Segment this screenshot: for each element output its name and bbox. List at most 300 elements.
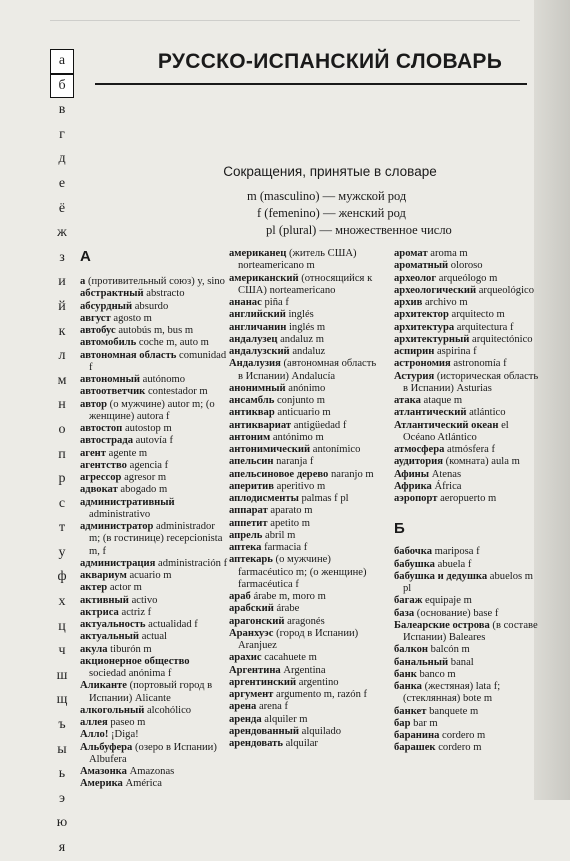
entry-translation: Amazonas bbox=[126, 766, 175, 777]
entry-headword: аргумент bbox=[229, 689, 274, 700]
entry-translation: paseo m bbox=[107, 717, 146, 728]
entry-translation: arqueológico bbox=[476, 284, 535, 296]
dictionary-entry bbox=[229, 383, 377, 395]
dictionary-entry bbox=[229, 628, 377, 653]
dictionary-entry bbox=[394, 420, 542, 445]
entry-headword: аппетит bbox=[229, 517, 268, 529]
dictionary-entry bbox=[229, 481, 377, 493]
alphabet-letter-10: й bbox=[58, 298, 66, 314]
entry-headword: аргентинский bbox=[229, 676, 297, 688]
entry-translation: farmacia f bbox=[261, 542, 308, 553]
dictionary-entry bbox=[229, 334, 377, 346]
entry-translation: naranjo m bbox=[328, 468, 374, 480]
entry-translation: autovía f bbox=[133, 435, 174, 447]
entry-headword: агент bbox=[80, 447, 106, 459]
entry-headword: Африка bbox=[394, 480, 432, 492]
dictionary-entry bbox=[394, 456, 542, 468]
entry-headword: акционерное общество bbox=[80, 655, 190, 667]
entry-headword: архив bbox=[394, 297, 423, 308]
dictionary-entry bbox=[394, 595, 542, 607]
entry-translation: arqueólogo m bbox=[436, 272, 498, 284]
alphabet-letter-31: ю bbox=[56, 815, 68, 831]
entry-translation: administrador m; (в гостинице) recepcionista m, f bbox=[89, 521, 223, 557]
dictionary-entry bbox=[229, 420, 377, 432]
dictionary-entry bbox=[80, 570, 228, 582]
page-title: РУССКО-ИСПАНСКИЙ СЛОВАРЬ bbox=[157, 50, 503, 73]
entry-translation: andaluz bbox=[289, 346, 326, 357]
dictionary-entry bbox=[80, 729, 228, 741]
dictionary-entry bbox=[229, 554, 377, 591]
dictionary-entry bbox=[229, 518, 377, 530]
top-rule bbox=[50, 10, 520, 21]
entry-translation: aperitivo m bbox=[274, 480, 326, 492]
dictionary-entry bbox=[80, 276, 228, 288]
dictionary-entry bbox=[229, 248, 377, 273]
entry-translation: coche m, auto m bbox=[136, 337, 209, 349]
entry-headword: автор bbox=[80, 398, 108, 410]
entry-translation: aspirina f bbox=[434, 346, 477, 357]
entry-translation: atmósfera f bbox=[444, 444, 495, 455]
entry-translation: alquilado bbox=[299, 725, 342, 737]
entry-translation: ¡Diga! bbox=[108, 729, 139, 741]
entry-headword: автоответчик bbox=[80, 386, 146, 398]
entry-translation: (противительный союз) y, sino bbox=[85, 276, 225, 287]
dictionary-entry bbox=[394, 669, 542, 681]
entry-translation: administrativo bbox=[89, 508, 151, 520]
dictionary-entry bbox=[229, 542, 377, 554]
dictionary-entry bbox=[80, 558, 228, 570]
entry-headword: апрель bbox=[229, 529, 263, 541]
entry-translation: antonímico bbox=[310, 444, 361, 455]
dictionary-entry bbox=[229, 309, 377, 321]
entry-headword: банкет bbox=[394, 705, 427, 717]
dictionary-entry bbox=[229, 456, 377, 468]
entry-translation: arquitectura f bbox=[454, 321, 514, 333]
dictionary-entry bbox=[229, 701, 377, 713]
entry-translation: actualidad f bbox=[145, 619, 198, 630]
entry-headword: Америка bbox=[80, 778, 123, 790]
entry-headword: арабский bbox=[229, 603, 274, 615]
letter-heading-b: Б bbox=[394, 520, 405, 538]
entry-headword: август bbox=[80, 312, 111, 324]
entry-headword: база bbox=[394, 607, 415, 619]
dictionary-entry bbox=[229, 505, 377, 517]
entry-translation: sociedad anónima f bbox=[89, 668, 172, 679]
abbreviation-item: pl (plural) — множественное число bbox=[266, 223, 452, 237]
dictionary-entry bbox=[229, 395, 377, 407]
dictionary-column-3 bbox=[394, 248, 542, 755]
entry-translation: actual bbox=[139, 631, 167, 643]
dictionary-entry bbox=[80, 631, 228, 643]
entry-headword: автономная область bbox=[80, 349, 177, 361]
dictionary-entry bbox=[229, 469, 377, 481]
dictionary-entry bbox=[394, 469, 542, 481]
entry-headword: бабушка и дедушка bbox=[394, 570, 488, 582]
letter-heading-a: А bbox=[80, 248, 91, 265]
entry-headword: актуальность bbox=[80, 619, 146, 630]
dictionary-entry bbox=[394, 395, 542, 407]
entry-translation: (портовый город в Испании) Alicante bbox=[89, 680, 213, 704]
dictionary-entry bbox=[229, 738, 377, 750]
abbreviations-heading: Сокращения, принятые в словаре bbox=[223, 164, 437, 179]
entry-headword: ансамбль bbox=[229, 395, 275, 406]
entry-translation: cordero m bbox=[439, 730, 486, 741]
entry-translation: naranja f bbox=[273, 456, 314, 468]
dictionary-entry bbox=[394, 322, 542, 334]
dictionary-entry bbox=[80, 595, 228, 607]
dictionary-entry bbox=[394, 644, 542, 656]
alphabet-letter-16: п bbox=[58, 446, 66, 462]
dictionary-entry bbox=[80, 313, 228, 325]
dictionary-column-2 bbox=[229, 248, 377, 750]
entry-translation: arquitectónico bbox=[469, 333, 533, 345]
entry-translation: conjunto m bbox=[274, 395, 325, 406]
entry-translation: agresor m bbox=[121, 472, 167, 483]
entry-headword: арена bbox=[229, 701, 257, 713]
dictionary-entry bbox=[80, 374, 228, 386]
entry-headword: Астурия bbox=[394, 370, 435, 382]
entry-translation: América bbox=[122, 778, 162, 790]
dictionary-entry bbox=[80, 288, 228, 300]
entry-headword: а bbox=[80, 276, 86, 287]
dictionary-entry bbox=[80, 607, 228, 619]
entry-headword: аэропорт bbox=[394, 493, 438, 504]
entry-headword: аперитив bbox=[229, 480, 274, 492]
entry-translation: (в составе Испании) Baleares bbox=[403, 619, 538, 643]
entry-translation: mariposa f bbox=[432, 546, 480, 558]
entry-headword: английский bbox=[229, 309, 286, 321]
alphabet-letter-19: т bbox=[58, 520, 66, 536]
alphabet-letter-17: р bbox=[58, 471, 66, 487]
entry-translation: Argentina bbox=[280, 664, 326, 676]
entry-translation: piña f bbox=[261, 297, 289, 308]
entry-headword: ананас bbox=[229, 297, 262, 308]
dictionary-entry bbox=[80, 644, 228, 656]
entry-headword: американский bbox=[229, 272, 299, 284]
dictionary-entry bbox=[394, 620, 542, 645]
entry-headword: администрация bbox=[80, 557, 156, 569]
dictionary-entry bbox=[80, 448, 228, 460]
dictionary-entry bbox=[80, 325, 228, 337]
alphabet-letter-9: и bbox=[58, 274, 66, 290]
entry-translation: (автономная область в Испании) Andalucía bbox=[238, 358, 377, 382]
entry-headword: Аранхуэс bbox=[229, 627, 274, 639]
dictionary-entry bbox=[394, 681, 542, 706]
entry-headword: бабочка bbox=[394, 546, 432, 558]
entry-translation: aparato m bbox=[267, 505, 313, 517]
entry-headword: Андалузия bbox=[229, 358, 281, 370]
alphabet-letter-4: д bbox=[58, 151, 66, 167]
entry-translation: apetito m bbox=[267, 517, 310, 529]
entry-headword: аппарат bbox=[229, 505, 268, 517]
entry-translation: antónimo m bbox=[270, 431, 324, 443]
entry-headword: Алло! bbox=[80, 729, 109, 741]
entry-headword: барашек bbox=[394, 742, 436, 754]
dictionary-entry bbox=[394, 481, 542, 493]
entry-headword: банка bbox=[394, 681, 422, 692]
entry-translation: inglés m bbox=[286, 321, 326, 333]
dictionary-entry bbox=[229, 603, 377, 615]
dictionary-entry bbox=[80, 350, 228, 375]
entry-headword: Афины bbox=[394, 468, 430, 480]
dictionary-entry bbox=[80, 656, 228, 681]
dictionary-entry bbox=[394, 657, 542, 669]
dictionary-entry bbox=[80, 472, 228, 484]
dictionary-entry bbox=[80, 337, 228, 349]
dictionary-entry bbox=[394, 285, 542, 297]
alphabet-letter-23: ц bbox=[58, 618, 66, 634]
entry-headword: апельсиновое дерево bbox=[229, 468, 329, 480]
alphabet-letter-22: х bbox=[58, 594, 66, 610]
entry-translation: arquitecto m bbox=[448, 309, 505, 321]
alphabet-letter-5: е bbox=[58, 175, 66, 191]
dictionary-entry bbox=[394, 742, 542, 754]
entry-translation: el Océano Atlántico bbox=[403, 419, 509, 443]
entry-translation: (комната) aula m bbox=[442, 456, 520, 468]
entry-headword: арагонский bbox=[229, 615, 285, 627]
entry-headword: акула bbox=[80, 643, 108, 655]
entry-headword: аплодисменты bbox=[229, 493, 299, 504]
entry-headword: археолог bbox=[394, 272, 437, 284]
entry-headword: астрономия bbox=[394, 358, 451, 370]
entry-headword: аренда bbox=[229, 713, 262, 725]
entry-translation: acuario m bbox=[126, 570, 172, 581]
alphabet-letter-29: ь bbox=[58, 766, 66, 782]
entry-translation: alcohólico bbox=[144, 704, 192, 716]
entry-translation: abril m bbox=[262, 529, 296, 541]
alphabet-letter-13: м bbox=[57, 372, 67, 388]
dictionary-entry bbox=[80, 301, 228, 313]
entry-headword: Аликанте bbox=[80, 680, 127, 692]
entry-headword: атлантический bbox=[394, 407, 467, 419]
entry-headword: балкон bbox=[394, 644, 428, 656]
entry-headword: антиквариат bbox=[229, 419, 292, 431]
entry-headword: аптекарь bbox=[229, 554, 273, 566]
entry-translation: comunidad f bbox=[89, 349, 227, 373]
entry-headword: автономный bbox=[80, 374, 141, 385]
entry-headword: аптека bbox=[229, 542, 262, 553]
entry-headword: араб bbox=[229, 591, 251, 602]
entry-headword: анонимный bbox=[229, 382, 286, 394]
entry-translation: atlántico bbox=[466, 407, 506, 419]
alphabet-letter-7: ж bbox=[57, 225, 67, 241]
entry-translation: administración f bbox=[155, 557, 228, 569]
entry-headword: археологический bbox=[394, 284, 477, 296]
dictionary-entry bbox=[229, 665, 377, 677]
alphabet-letter-14: н bbox=[58, 397, 66, 413]
entry-translation: activo bbox=[128, 594, 158, 606]
entry-headword: ароматный bbox=[394, 260, 449, 272]
alphabet-letter-25: ш bbox=[56, 667, 68, 683]
dictionary-entry bbox=[394, 706, 542, 718]
alphabet-letter-30: э bbox=[58, 790, 65, 806]
entry-translation: (историческая область в Испании) Asturias bbox=[403, 370, 539, 394]
entry-headword: абсурдный bbox=[80, 300, 133, 312]
entry-translation: aroma m bbox=[427, 248, 468, 259]
dictionary-entry bbox=[394, 407, 542, 419]
entry-translation: abstracto bbox=[143, 288, 185, 300]
dictionary-entry bbox=[80, 717, 228, 729]
entry-translation: anticuario m bbox=[274, 407, 331, 419]
entry-translation: arena f bbox=[256, 701, 289, 713]
dictionary-entry bbox=[80, 460, 228, 472]
dictionary-entry bbox=[80, 435, 228, 447]
dictionary-entry bbox=[229, 297, 377, 309]
entry-translation: banal bbox=[448, 656, 474, 668]
dictionary-entry bbox=[80, 766, 228, 778]
entry-translation: agencia f bbox=[126, 459, 169, 471]
entry-translation: aeropuerto m bbox=[437, 493, 497, 504]
entry-headword: Аргентина bbox=[229, 664, 281, 676]
entry-headword: антиквар bbox=[229, 407, 275, 419]
entry-translation: inglés bbox=[285, 309, 314, 321]
entry-headword: атака bbox=[394, 395, 421, 406]
entry-translation: abogado m bbox=[117, 484, 168, 496]
alphabet-letter-24: ч bbox=[58, 643, 66, 659]
dictionary-entry bbox=[394, 608, 542, 620]
entry-headword: андалузец bbox=[229, 333, 278, 345]
entry-headword: бабушка bbox=[394, 558, 435, 570]
entry-translation: agosto m bbox=[110, 312, 152, 324]
alphabet-letter-15: о bbox=[58, 421, 66, 437]
dictionary-entry bbox=[394, 444, 542, 456]
entry-headword: арахис bbox=[229, 652, 262, 664]
entry-translation: autónomo bbox=[140, 374, 186, 385]
entry-translation: argentino bbox=[296, 676, 339, 688]
entry-headword: банк bbox=[394, 668, 417, 680]
alphabet-letter-20: у bbox=[58, 544, 66, 560]
alphabet-letter-27: ъ bbox=[58, 717, 66, 733]
entry-translation: alquilar bbox=[282, 738, 318, 749]
entry-translation: equipaje m bbox=[422, 595, 472, 607]
entry-headword: аквариум bbox=[80, 570, 127, 581]
dictionary-entry bbox=[229, 322, 377, 334]
dictionary-entry bbox=[394, 297, 542, 309]
entry-translation: (озеро в Испании) Albufera bbox=[89, 741, 217, 765]
entry-translation: tiburón m bbox=[107, 643, 152, 655]
entry-translation: bar m bbox=[410, 717, 438, 729]
entry-translation: contestador m bbox=[145, 386, 208, 398]
alphabet-letter-2: в bbox=[58, 102, 66, 118]
entry-translation: balcón m bbox=[428, 644, 470, 656]
dictionary-entry bbox=[229, 677, 377, 689]
dictionary-entry bbox=[394, 260, 542, 272]
dictionary-entry bbox=[80, 705, 228, 717]
alphabet-letter-18: с bbox=[58, 495, 66, 511]
dictionary-entry bbox=[80, 680, 228, 705]
alphabet-letter-21: ф bbox=[57, 569, 67, 585]
entry-translation: antigüedad f bbox=[291, 419, 347, 431]
dictionary-entry bbox=[80, 619, 228, 631]
entry-translation: palmas f pl bbox=[298, 493, 349, 504]
entry-headword: багаж bbox=[394, 595, 423, 607]
alphabet-index bbox=[50, 49, 74, 861]
alphabet-letter-28: ы bbox=[57, 741, 67, 757]
dictionary-entry bbox=[80, 582, 228, 594]
dictionary-entry bbox=[80, 484, 228, 496]
entry-headword: бар bbox=[394, 717, 411, 729]
entry-headword: Балеарские острова bbox=[394, 619, 490, 631]
entry-translation: absurdo bbox=[132, 300, 169, 312]
entry-headword: баранина bbox=[394, 730, 440, 741]
dictionary-column-1 bbox=[80, 248, 228, 791]
entry-headword: алкогольный bbox=[80, 704, 145, 716]
dictionary-entry bbox=[394, 559, 542, 571]
entry-translation: autobús m, bus m bbox=[115, 325, 194, 336]
dictionary-entry bbox=[80, 386, 228, 398]
entry-translation: actriz f bbox=[118, 606, 152, 618]
dictionary-entry bbox=[80, 778, 228, 790]
entry-translation: (город в Испании) Aranjuez bbox=[238, 627, 359, 651]
entry-headword: арендованный bbox=[229, 725, 299, 737]
dictionary-entry bbox=[394, 273, 542, 285]
dictionary-entry bbox=[229, 358, 377, 383]
entry-translation: Atenas bbox=[429, 468, 462, 480]
dictionary-entry bbox=[229, 652, 377, 664]
entry-translation: (житель США) norteamericano m bbox=[238, 248, 357, 272]
entry-translation: África bbox=[431, 480, 462, 492]
entry-translation: autostop m bbox=[122, 423, 172, 434]
entry-headword: арендовать bbox=[229, 738, 283, 749]
entry-translation: astronomía f bbox=[450, 358, 507, 370]
entry-headword: актуальный bbox=[80, 631, 140, 643]
dictionary-entry bbox=[394, 371, 542, 396]
entry-translation: (о мужчине) autor m; (о женщине) autora f bbox=[89, 398, 215, 422]
dictionary-entry bbox=[394, 358, 542, 370]
entry-translation: andaluz m bbox=[277, 333, 324, 345]
entry-headword: атмосфера bbox=[394, 444, 445, 455]
entry-translation: oloroso bbox=[448, 260, 483, 272]
entry-translation: abuelos m pl bbox=[403, 570, 534, 594]
alphabet-letter-8: з bbox=[59, 249, 65, 265]
alphabet-letter-3: г bbox=[59, 126, 65, 142]
entry-headword: аромат bbox=[394, 248, 428, 259]
entry-translation: cordero m bbox=[435, 742, 482, 754]
entry-translation: argumento m, razón f bbox=[273, 689, 368, 700]
entry-headword: Атлантический океан bbox=[394, 419, 499, 431]
entry-translation: banco m bbox=[416, 668, 456, 680]
dictionary-entry bbox=[394, 571, 542, 596]
dictionary-entry bbox=[229, 273, 377, 298]
abbreviation-item: f (femenino) — женский род bbox=[257, 206, 406, 220]
entry-headword: автостоп bbox=[80, 423, 123, 434]
abbreviations-list bbox=[200, 188, 500, 239]
dictionary-entry bbox=[229, 493, 377, 505]
entry-headword: аллея bbox=[80, 717, 108, 728]
entry-headword: активный bbox=[80, 594, 129, 606]
entry-headword: аспирин bbox=[394, 346, 435, 357]
entry-headword: актер bbox=[80, 582, 108, 594]
entry-headword: андалузский bbox=[229, 346, 290, 357]
entry-translation: (относящийся к США) norteamericano bbox=[238, 272, 373, 296]
dictionary-entry bbox=[80, 521, 228, 558]
entry-translation: árabe m, moro m bbox=[250, 591, 326, 602]
entry-headword: автомобиль bbox=[80, 337, 137, 349]
entry-headword: актриса bbox=[80, 606, 119, 618]
dictionary-entry bbox=[80, 423, 228, 435]
entry-headword: административный bbox=[80, 496, 175, 508]
entry-translation: archivo m bbox=[422, 297, 468, 308]
entry-translation: árabe bbox=[273, 603, 300, 615]
dictionary-entry bbox=[229, 591, 377, 603]
entry-headword: апельсин bbox=[229, 456, 274, 468]
dictionary-entry bbox=[394, 730, 542, 742]
entry-headword: автобус bbox=[80, 325, 116, 336]
alphabet-letter-12: л bbox=[58, 348, 66, 364]
entry-headword: архитектурный bbox=[394, 333, 470, 345]
title-rule bbox=[95, 83, 527, 85]
dictionary-entry bbox=[229, 407, 377, 419]
